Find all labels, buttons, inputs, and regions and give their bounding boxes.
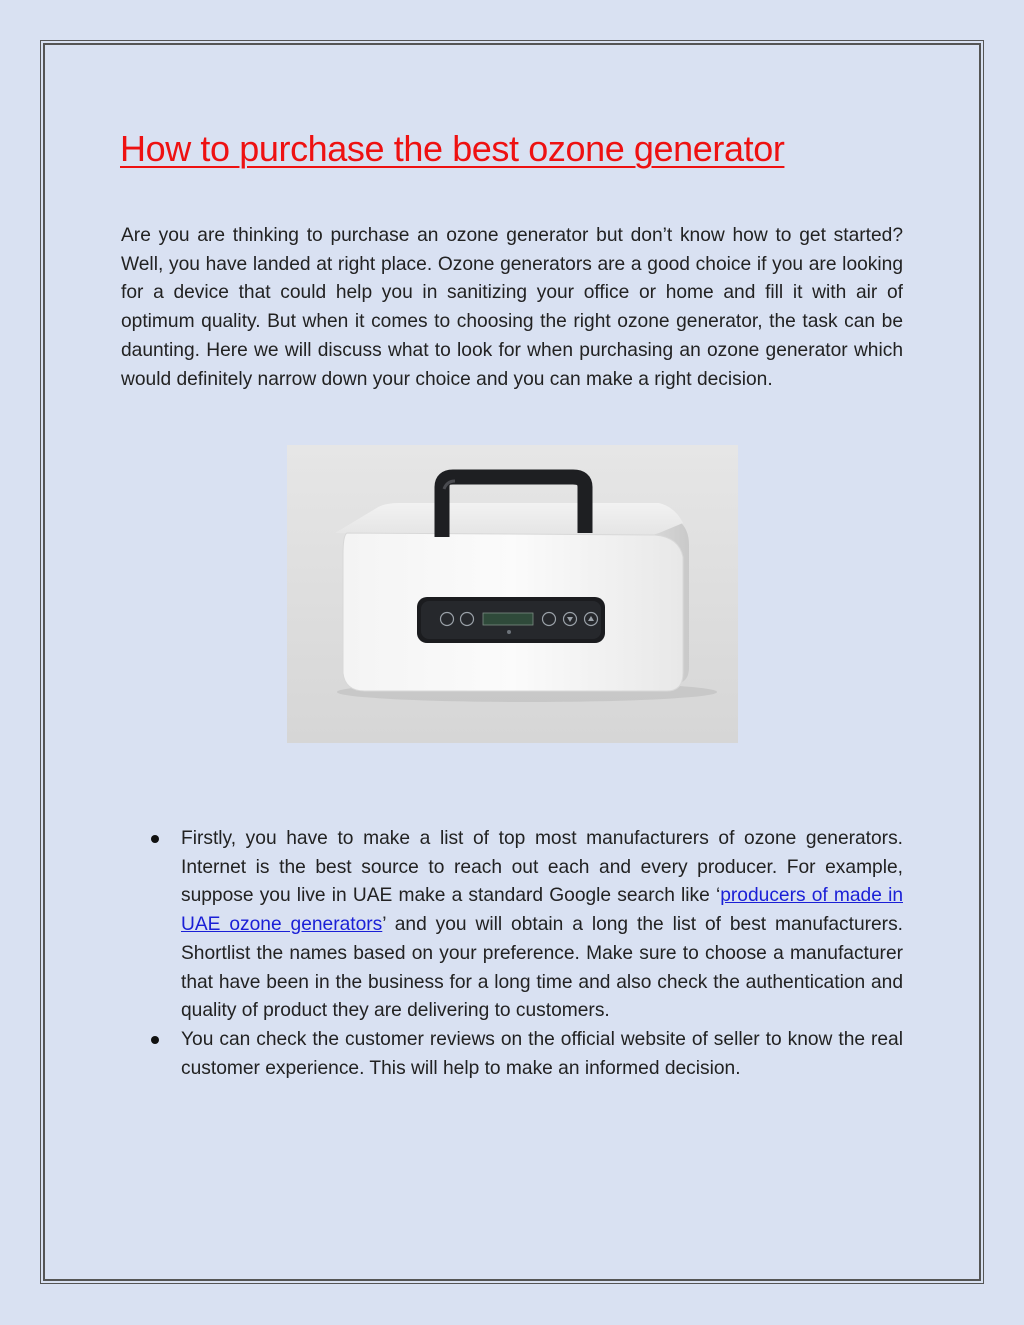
intro-paragraph: Are you are thinking to purchase an ozone generator but don’t know how to get started? Well, you have landed at right place. Ozone generators are a good choice if you are looking for a device that could help you in sanitizing your office or home and fill it with air of optimum quality. But when it comes to choosing the right ozone generator, the task can be daunting. Here we will discuss what to look for when purchasing an ozone generator which would definitely narrow down your choice and you can make a right decision. [121,225,903,390]
bullet-list [145,825,903,1083]
lcd-display [483,613,533,625]
bullet-icon [151,835,159,843]
page-title: How to purchase the best ozone generator [120,128,785,169]
uae-ozone-generators-link[interactable]: producers of made in UAE ozone generators [181,885,903,936]
list-item [145,825,903,1026]
bullet-text: You can check the customer reviews on the official website of seller to know the real customer experience. This will help to make an informed decision. [181,1028,903,1079]
list-item [145,1026,903,1083]
bullet-icon [151,1036,159,1044]
ozone-generator-photo [287,445,738,743]
bullet-text-after: ’ and you will obtain a long the list of best manufacturers. Shortlist the names based on your preference. Make sure to choose a manufacturer that have been in the business for a long time and also check the authentication and quality of product they are delivering to customers. [181,914,904,1022]
bullet-text-before: Firstly, you have to make a list of top most manufacturers of ozone generators. Internet is the best source to reach out each and every producer. For example, suppose you live in UAE make a standard Google search like ‘ [181,828,903,907]
